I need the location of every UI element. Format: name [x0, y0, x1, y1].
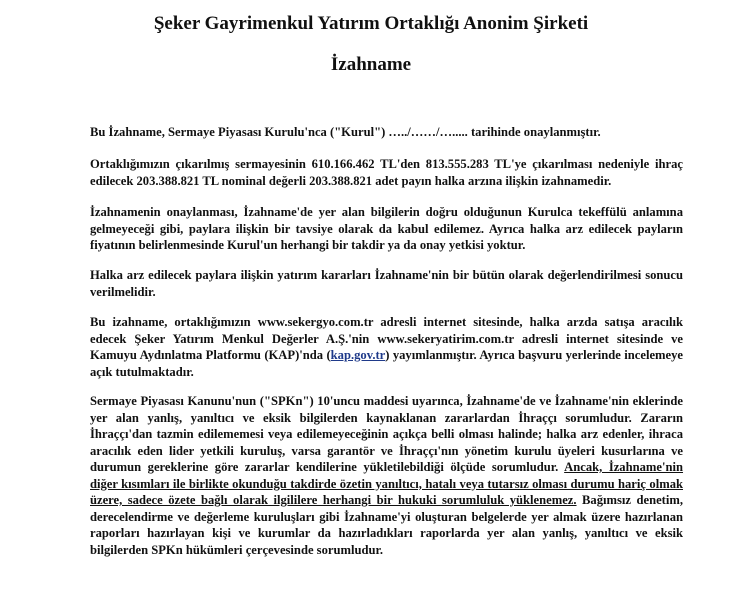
company-name-heading: Şeker Gayrimenkul Yatırım Ortaklığı Anonim Şirketi	[153, 13, 589, 34]
availability-text-before-link: Bu izahname, ortaklığımızın www.sekergyo.com.tr adresli internet sitesinde, halka arzda satışa aracılık edecek Şeker Yatırım Menkul Değerler A.Ş.'nin www.sekeryatirim.com.tr adresli internet sitesinde ve Kamuyu Aydınlatma Platformu (KAP)'nda (	[90, 315, 683, 362]
availability-text-after-link: ) yayımlanmıştır. Ayrıca başvuru yerlerinde incelemeye açık tutulmaktadır.	[90, 348, 683, 379]
kap-link[interactable]: kap.gov.tr	[330, 348, 386, 362]
document-title: İzahname	[330, 54, 412, 75]
approval-paragraph: Bu İzahname, Sermaye Piyasası Kurulu'nca ("Kurul") …../……/…..... tarihinde onaylanmıştır.	[90, 125, 601, 139]
availability-paragraph	[90, 314, 683, 380]
capital-increase-paragraph: Ortaklığımızın çıkarılmış sermayesinin 610.166.462 TL'den 813.555.283 TL'ye çıkarılması nedeniyle ihraç edilecek 203.388.821 TL nominal değerli 203.388.821 adet payın halka arzına ilişkin izahnamedir.	[90, 157, 683, 188]
liability-underlined-clause: Ancak, İzahname'nin diğer kısımları ile birlikte okunduğu takdirde özetin yanıltıcı, hatalı veya tutarsız olması durumu hariç olmak üzere, sadece özete bağlı olarak ilgililere herhangi bir hukuki sorumluluk yüklenemez.	[90, 460, 684, 507]
investment-decision-paragraph: Halka arz edilecek paylara ilişkin yatırım kararları İzahname'nin bir bütün olarak değerlendirilmesi sonucu verilmelidir.	[90, 268, 683, 299]
liability-paragraph	[90, 393, 683, 558]
liability-text-part1: Sermaye Piyasası Kanunu'nun ("SPKn") 10'uncu maddesi uyarınca, İzahname'de ve İzahname'nin eklerinde yer alan yanlış, yanıltıcı ve eksik bilgilerden kaynaklanan zararlardan İhraççı sorumludur. Zararın İhraççı'dan tazmin edilememesi veya edilemeyeceğinin açıkça belli olması halinde; halka arz edenler, ihraca aracılık eden lider yetkili kuruluş, varsa garantör ve İhraççı'nın yönetim kurulu üyeleri kusurlarına ve durumun gereklerine göre zararlar kendilerine yükletilebildiği ölçüde sorumludur.	[90, 394, 683, 474]
disclaimer-paragraph: İzahnamenin onaylanması, İzahname'de yer alan bilgilerin doğru olduğunun Kurulca tekeffülü anlamına gelmeyeceği gibi, paylara ilişkin bir tavsiye olarak da kabul edilemez. Ayrıca halka arz edilecek payların fiyatının belirlenmesinde Kurul'un herhangi bir takdir ya da onay yetkisi yoktur.	[90, 205, 683, 252]
liability-text-part2: Bağımsız denetim, derecelendirme ve değerleme kuruluşları gibi İzahname'yi oluşturan belgelerde yer almak üzere hazırlanan raporları hazırlayan kişi ve kurumlar da hazırladıkları raporlarda yer alan yanlış, yanıltıcı ve eksik bilgilerden SPKn hükümleri çerçevesinde sorumludur.	[90, 493, 683, 557]
